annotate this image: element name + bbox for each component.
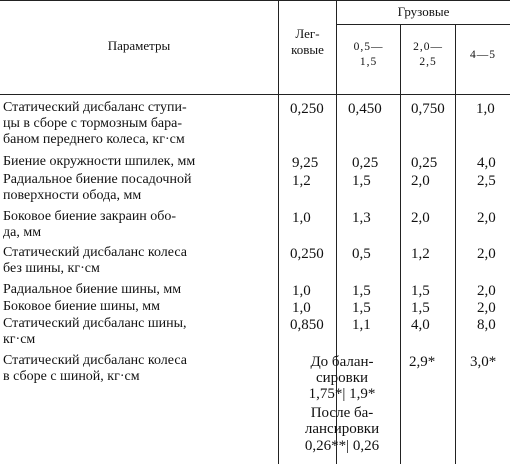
val-light: 1,0 xyxy=(292,210,311,226)
val-truck-1: 1,3 xyxy=(352,210,371,226)
trucks-underline xyxy=(336,24,510,25)
val-truck-2: 0,750 xyxy=(411,101,445,117)
param-flange-lateral-runout: Боковое биение закраин обо- да, мм xyxy=(3,209,177,240)
val-truck-2: 2,9* xyxy=(409,354,436,370)
val-truck-1: 1,5 xyxy=(352,173,371,189)
val-truck-1: 1,5 xyxy=(352,283,371,299)
param-wheel-tire-assembly-imbalance: Статический дисбаланс колеса в сборе с шиной, кг·см xyxy=(3,353,187,384)
param-wheel-imbalance-no-tire: Статический дисбаланс колеса без шины, кг·см xyxy=(3,245,187,276)
val-truck-2: 0,25 xyxy=(411,155,438,171)
val-truck-2: 4,0 xyxy=(411,317,430,333)
note-after-balancing: После ба- лансировки xyxy=(304,405,380,437)
note-after-values: 0,26**| 0,26 xyxy=(304,438,380,454)
note-before-values: 1,75*| 1,9* xyxy=(308,386,376,402)
header-trucks: Грузовые xyxy=(397,4,450,19)
val-truck-3: 2,0 xyxy=(477,300,496,316)
val-truck-2: 2,0 xyxy=(411,210,430,226)
val-light: 1,0 xyxy=(292,283,311,299)
val-truck-3: 2,0 xyxy=(477,283,496,299)
note-before-balancing: До балан- сировки xyxy=(310,354,374,386)
val-light: 1,2 xyxy=(292,173,311,189)
header-params: Параметры xyxy=(107,38,171,53)
header-sub-2-0-2-5: 2,0— 2,5 xyxy=(413,41,443,68)
val-truck-1: 1,5 xyxy=(352,300,371,316)
param-tire-imbalance: Статический дисбаланс шины, кг·см xyxy=(3,316,187,347)
header-sub-4-5: 4—5 xyxy=(470,49,496,61)
val-truck-3: 2,5 xyxy=(477,173,496,189)
table-top-rule xyxy=(0,0,510,1)
val-truck-1: 0,25 xyxy=(352,155,379,171)
val-truck-2: 1,2 xyxy=(411,246,430,262)
param-stud-circle-runout: Биение окружности шпилек, мм xyxy=(3,154,196,169)
val-light: 9,25 xyxy=(292,155,319,171)
val-truck-2: 2,0 xyxy=(411,173,430,189)
val-truck-3: 2,0 xyxy=(477,246,496,262)
param-tire-radial-runout: Радиальное биение шины, мм xyxy=(3,282,182,297)
param-rim-seat-radial-runout: Радиальное биение посадочной поверхности обода, мм xyxy=(3,172,192,203)
val-truck-2: 1,5 xyxy=(411,283,430,299)
val-truck-2: 1,5 xyxy=(411,300,430,316)
val-truck-3: 4,0 xyxy=(477,155,496,171)
header-sub-0-5-1-5: 0,5— 1,5 xyxy=(353,41,384,68)
val-truck-1: 0,5 xyxy=(352,246,371,262)
val-truck-1: 1,1 xyxy=(352,317,371,333)
val-light: 0,250 xyxy=(290,246,324,262)
val-truck-3: 1,0 xyxy=(476,101,495,117)
param-hub-imbalance: Статический дисбаланс ступи- цы в сборе с тормозным бара- баном переднего колеса, кг·см xyxy=(3,100,187,147)
header-bottom-rule xyxy=(0,94,510,95)
col-divider-sub2 xyxy=(455,24,456,464)
param-tire-lateral-runout: Боковое биение шины, мм xyxy=(3,299,160,314)
val-truck-1: 0,450 xyxy=(348,101,382,117)
val-light: 0,250 xyxy=(290,101,324,117)
val-light: 1,0 xyxy=(292,300,311,316)
val-truck-3: 8,0 xyxy=(477,317,496,333)
val-truck-3: 3,0* xyxy=(470,354,497,370)
val-light: 0,850 xyxy=(290,317,324,333)
val-truck-3: 2,0 xyxy=(477,210,496,226)
header-light-vehicles: Лег- ковые xyxy=(291,26,324,57)
